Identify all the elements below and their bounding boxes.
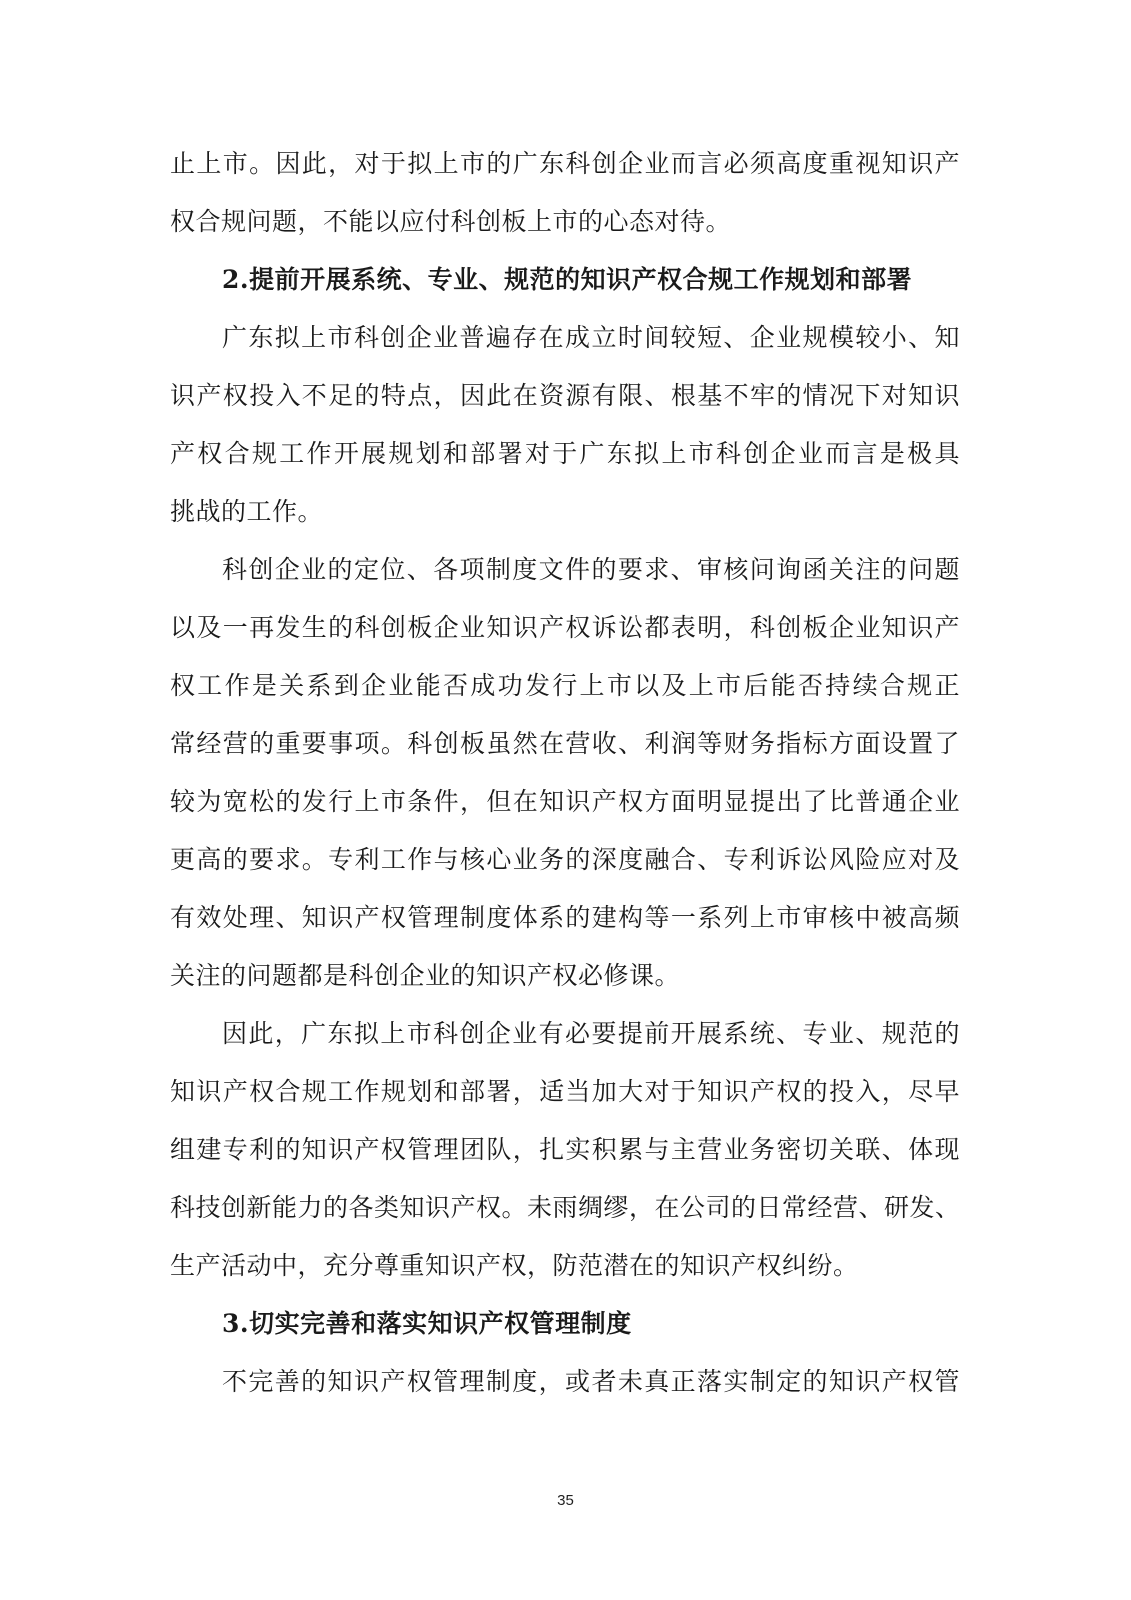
paragraph-line: 以及一再发生的科创板企业知识产权诉讼都表明，科创板企业知识产 bbox=[170, 613, 960, 642]
paragraph-line: 挑战的工作。 bbox=[170, 497, 324, 526]
paragraph-line: 有效处理、知识产权管理制度体系的建构等一系列上市审核中被高频 bbox=[170, 903, 960, 932]
paragraph-line: 较为宽松的发行上市条件，但在知识产权方面明显提出了比普通企业 bbox=[170, 787, 960, 816]
paragraph-line: 识产权投入不足的特点，因此在资源有限、根基不牢的情况下对知识 bbox=[170, 381, 960, 410]
paragraph-line: 常经营的重要事项。科创板虽然在营收、利润等财务指标方面设置了 bbox=[170, 729, 960, 758]
section-heading: 2.提前开展系统、专业、规范的知识产权合规工作规划和部署 bbox=[222, 265, 913, 294]
section-heading: 3.切实完善和落实知识产权管理制度 bbox=[222, 1309, 632, 1338]
paragraph-line: 不完善的知识产权管理制度，或者未真正落实制定的知识产权管 bbox=[222, 1367, 960, 1396]
paragraph-line: 关注的问题都是科创企业的知识产权必修课。 bbox=[170, 961, 681, 990]
paragraph-line: 止上市。因此，对于拟上市的广东科创企业而言必须高度重视知识产 bbox=[170, 149, 960, 178]
paragraph-line: 科技创新能力的各类知识产权。未雨绸缪，在公司的日常经营、研发、 bbox=[170, 1193, 961, 1222]
paragraph-line: 组建专利的知识产权管理团队，扎实积累与主营业务密切关联、体现 bbox=[170, 1135, 960, 1164]
paragraph-line: 因此，广东拟上市科创企业有必要提前开展系统、专业、规范的 bbox=[222, 1019, 960, 1048]
paragraph-line: 更高的要求。专利工作与核心业务的深度融合、专利诉讼风险应对及 bbox=[170, 845, 960, 874]
paragraph-line: 广东拟上市科创企业普遍存在成立时间较短、企业规模较小、知 bbox=[222, 323, 960, 352]
paragraph-line: 权合规问题，不能以应付科创板上市的心态对待。 bbox=[170, 207, 732, 236]
page-number: 35 bbox=[557, 1492, 574, 1509]
paragraph-line: 知识产权合规工作规划和部署，适当加大对于知识产权的投入，尽早 bbox=[170, 1077, 960, 1106]
paragraph-line: 生产活动中，充分尊重知识产权，防范潜在的知识产权纠纷。 bbox=[170, 1251, 859, 1280]
document-body bbox=[170, 135, 960, 1411]
paragraph-line: 科创企业的定位、各项制度文件的要求、审核问询函关注的问题 bbox=[222, 555, 960, 584]
paragraph-line: 权工作是关系到企业能否成功发行上市以及上市后能否持续合规正 bbox=[170, 671, 960, 700]
paragraph-line: 产权合规工作开展规划和部署对于广东拟上市科创企业而言是极具 bbox=[170, 439, 960, 468]
